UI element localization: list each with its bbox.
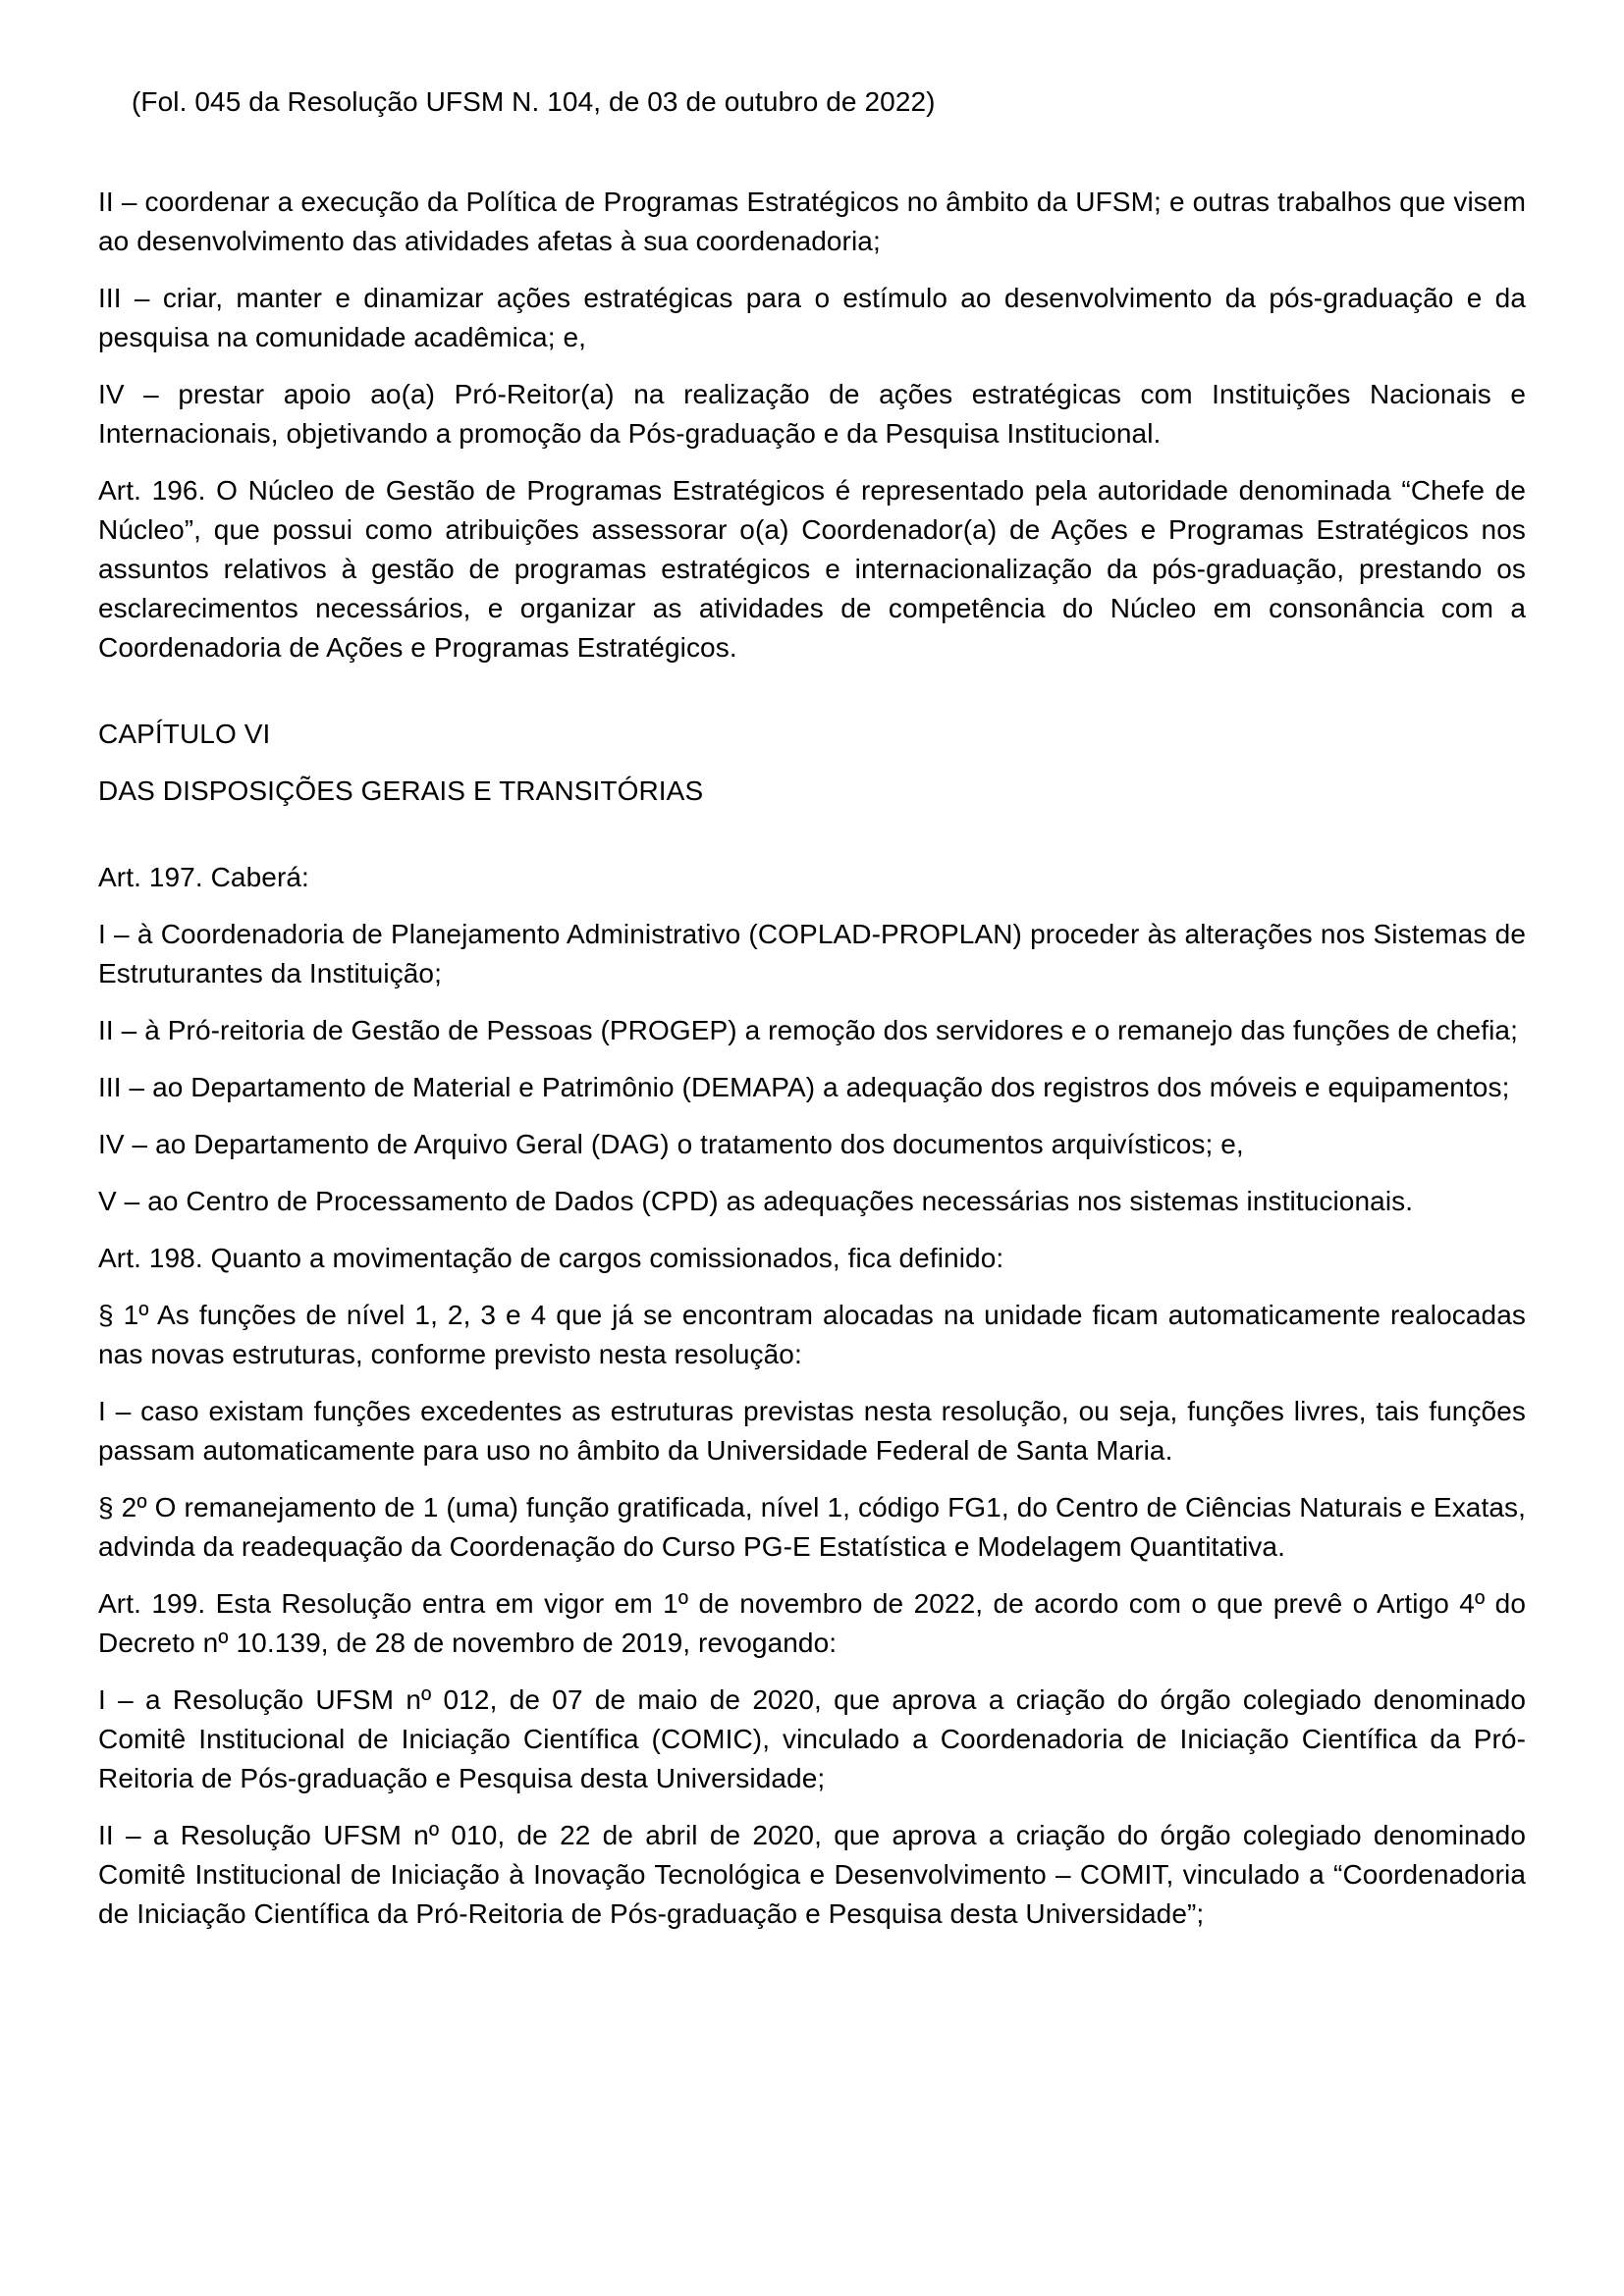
paragraph-item-i-coplad: I – à Coordenadoria de Planejamento Administrativo (COPLAD-PROPLAN) proceder às alterações nos Sistemas de Estruturantes da Instituição; (98, 919, 1526, 988)
chapter-subtitle: DAS DISPOSIÇÕES GERAIS E TRANSITÓRIAS (98, 775, 704, 806)
paragraph-item-ii-coordenar: II – coordenar a execução da Política de Programas Estratégicos no âmbito da UFSM; e outras trabalhos que visem ao desenvolvimento das atividades afetas à sua coordenadoria; (98, 187, 1526, 256)
paragraph-item-ii-resolucao-010: II – a Resolução UFSM nº 010, de 22 de abril de 2020, que aprova a criação do órgão colegiado denominado Comitê Institucional de Iniciação à Inovação Tecnológica e Desenvolvimento – COMIT, vinculado a “Coordenadoria de Iniciação Científica da Pró-Reitoria de Pós-graduação e Pesquisa desta Universidade”; (98, 1820, 1526, 1929)
paragraph-item-i-funcoes-excedentes: I – caso existam funções excedentes as estruturas previstas nesta resolução, ou seja, funções livres, tais funções passam automaticamente para uso no âmbito da Universidade Federal de Santa Maria. (98, 1396, 1526, 1466)
paragraph-art-197: Art. 197. Caberá: (98, 862, 309, 892)
folio-header: (Fol. 045 da Resolução UFSM N. 104, de 03 de outubro de 2022) (132, 86, 936, 117)
paragraph-item-i-resolucao-012: I – a Resolução UFSM nº 012, de 07 de maio de 2020, que aprova a criação do órgão colegiado denominado Comitê Institucional de Iniciação Científica (COMIC), vinculado a Coordenadoria de Iniciação Científica da Pró-Reitoria de Pós-graduação e Pesquisa desta Universidade; (98, 1684, 1526, 1793)
paragraph-item-ii-progep: II – à Pró-reitoria de Gestão de Pessoas (PROGEP) a remoção dos servidores e o remanejo das funções de chefia; (98, 1015, 1518, 1045)
paragraph-item-iii-demapa: III – ao Departamento de Material e Patrimônio (DEMAPA) a adequação dos registros dos móveis e equipamentos; (98, 1072, 1510, 1102)
paragraph-item-iii-criar: III – criar, manter e dinamizar ações estratégicas para o estímulo ao desenvolvimento da pós-graduação e da pesquisa na comunidade acadêmica; e, (98, 283, 1526, 352)
paragraph-item-iv-prestar: IV – prestar apoio ao(a) Pró-Reitor(a) na realização de ações estratégicas com Instituições Nacionais e Internacionais, objetivando a promoção da Pós-graduação e da Pesquisa Institucional. (98, 379, 1526, 449)
paragraph-art-199: Art. 199. Esta Resolução entra em vigor em 1º de novembro de 2022, de acordo com o que prevê o Artigo 4º do Decreto nº 10.139, de 28 de novembro de 2019, revogando: (98, 1588, 1526, 1658)
paragraph-art-198: Art. 198. Quanto a movimentação de cargos comissionados, fica definido: (98, 1243, 1004, 1273)
paragraph-art-196: Art. 196. O Núcleo de Gestão de Programas Estratégicos é representado pela autoridade denominada “Chefe de Núcleo”, que possui como atribuições assessorar o(a) Coordenador(a) de Ações e Programas Estratégicos nos assuntos relativos à gestão de programas estratégicos e internacionalização da pós-graduação, prestando os esclarecimentos necessários, e organizar as atividades de competência do Núcleo em consonância com a Coordenadoria de Ações e Programas Estratégicos. (98, 475, 1526, 663)
paragraph-par-2: § 2º O remanejamento de 1 (uma) função gratificada, nível 1, código FG1, do Centro de Ciências Naturais e Exatas, advinda da readequação da Coordenação do Curso PG-E Estatística e Modelagem Quantitativa. (98, 1492, 1526, 1562)
paragraph-item-v-cpd: V – ao Centro de Processamento de Dados (CPD) as adequações necessárias nos sistemas institucionais. (98, 1186, 1414, 1216)
paragraph-par-1: § 1º As funções de nível 1, 2, 3 e 4 que já se encontram alocadas na unidade ficam automaticamente realocadas nas novas estruturas, conforme previsto nesta resolução: (98, 1300, 1526, 1369)
chapter-title: CAPÍTULO VI (98, 719, 271, 749)
paragraph-item-iv-dag: IV – ao Departamento de Arquivo Geral (DAG) o tratamento dos documentos arquivísticos; e, (98, 1129, 1244, 1159)
